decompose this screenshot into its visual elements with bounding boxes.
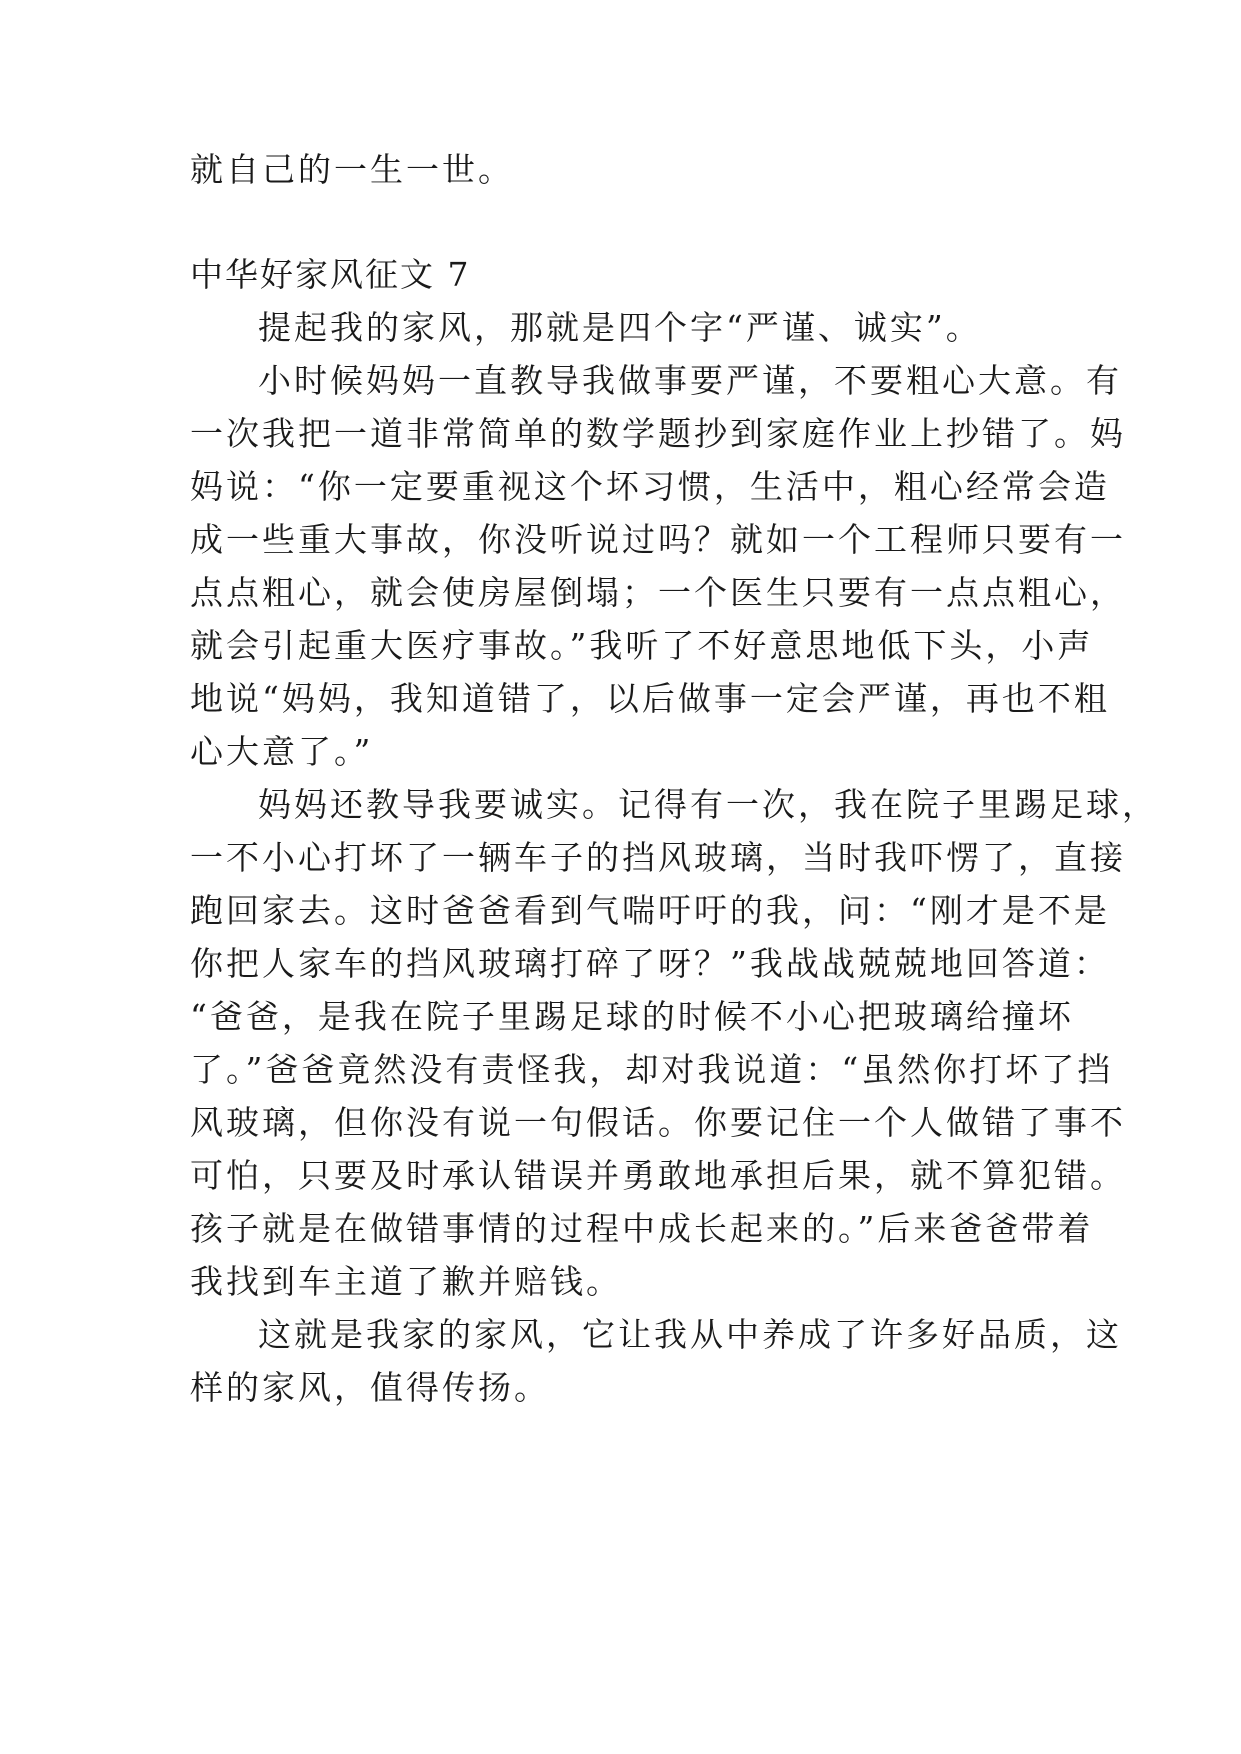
paragraph-line: 心大意了。” (190, 732, 374, 771)
paragraph-line: 孩子就是在做错事情的过程中成长起来的。”后来爸爸带着 (190, 1209, 1094, 1248)
paragraph-line: “爸爸，是我在院子里踢足球的时候不小心把玻璃给撞坏 (190, 997, 1074, 1036)
paragraph-line: 就会引起重大医疗事故。”我听了不好意思地低下头，小声 (190, 626, 1094, 665)
text-line: 就自己的一生一世。 (190, 150, 514, 189)
paragraph-line: 一次我把一道非常简单的数学题抄到家庭作业上抄错了。妈 (190, 414, 1126, 453)
paragraph-line: 这就是我家的家风，它让我从中养成了许多好品质，这 (258, 1315, 1122, 1354)
paragraph-line: 成一些重大事故，你没听说过吗？就如一个工程师只要有一 (190, 520, 1126, 559)
paragraph-line: 提起我的家风，那就是四个字“严谨、诚实”。 (258, 308, 982, 347)
paragraph-line: 一不小心打坏了一辆车子的挡风玻璃，当时我吓愣了，直接 (190, 838, 1126, 877)
paragraph-line: 小时候妈妈一直教导我做事要严谨，不要粗心大意。有 (258, 361, 1122, 400)
paragraph-line: 风玻璃，但你没有说一句假话。你要记住一个人做错了事不 (190, 1103, 1126, 1142)
paragraph-line: 地说“妈妈，我知道错了，以后做事一定会严谨，再也不粗 (190, 679, 1110, 718)
paragraph-line: 可怕，只要及时承认错误并勇敢地承担后果，就不算犯错。 (190, 1156, 1126, 1195)
paragraph-line: 妈说：“你一定要重视这个坏习惯，生活中，粗心经常会造 (190, 467, 1110, 506)
paragraph-line: 你把人家车的挡风玻璃打碎了呀？”我战战兢兢地回答道： (190, 944, 1110, 983)
section-title: 中华好家风征文 7 (190, 255, 471, 294)
paragraph-line: 跑回家去。这时爸爸看到气喘吁吁的我，问：“刚才是不是 (190, 891, 1110, 930)
paragraph-line: 点点粗心，就会使房屋倒塌；一个医生只要有一点点粗心， (190, 573, 1126, 612)
paragraph-line: 样的家风，值得传扬。 (190, 1368, 550, 1407)
paragraph-line: 妈妈还教导我要诚实。记得有一次，我在院子里踢足球， (258, 785, 1158, 824)
paragraph-line: 了。”爸爸竟然没有责怪我，却对我说道：“虽然你打坏了挡 (190, 1050, 1114, 1089)
paragraph-line: 我找到车主道了歉并赔钱。 (190, 1262, 622, 1301)
